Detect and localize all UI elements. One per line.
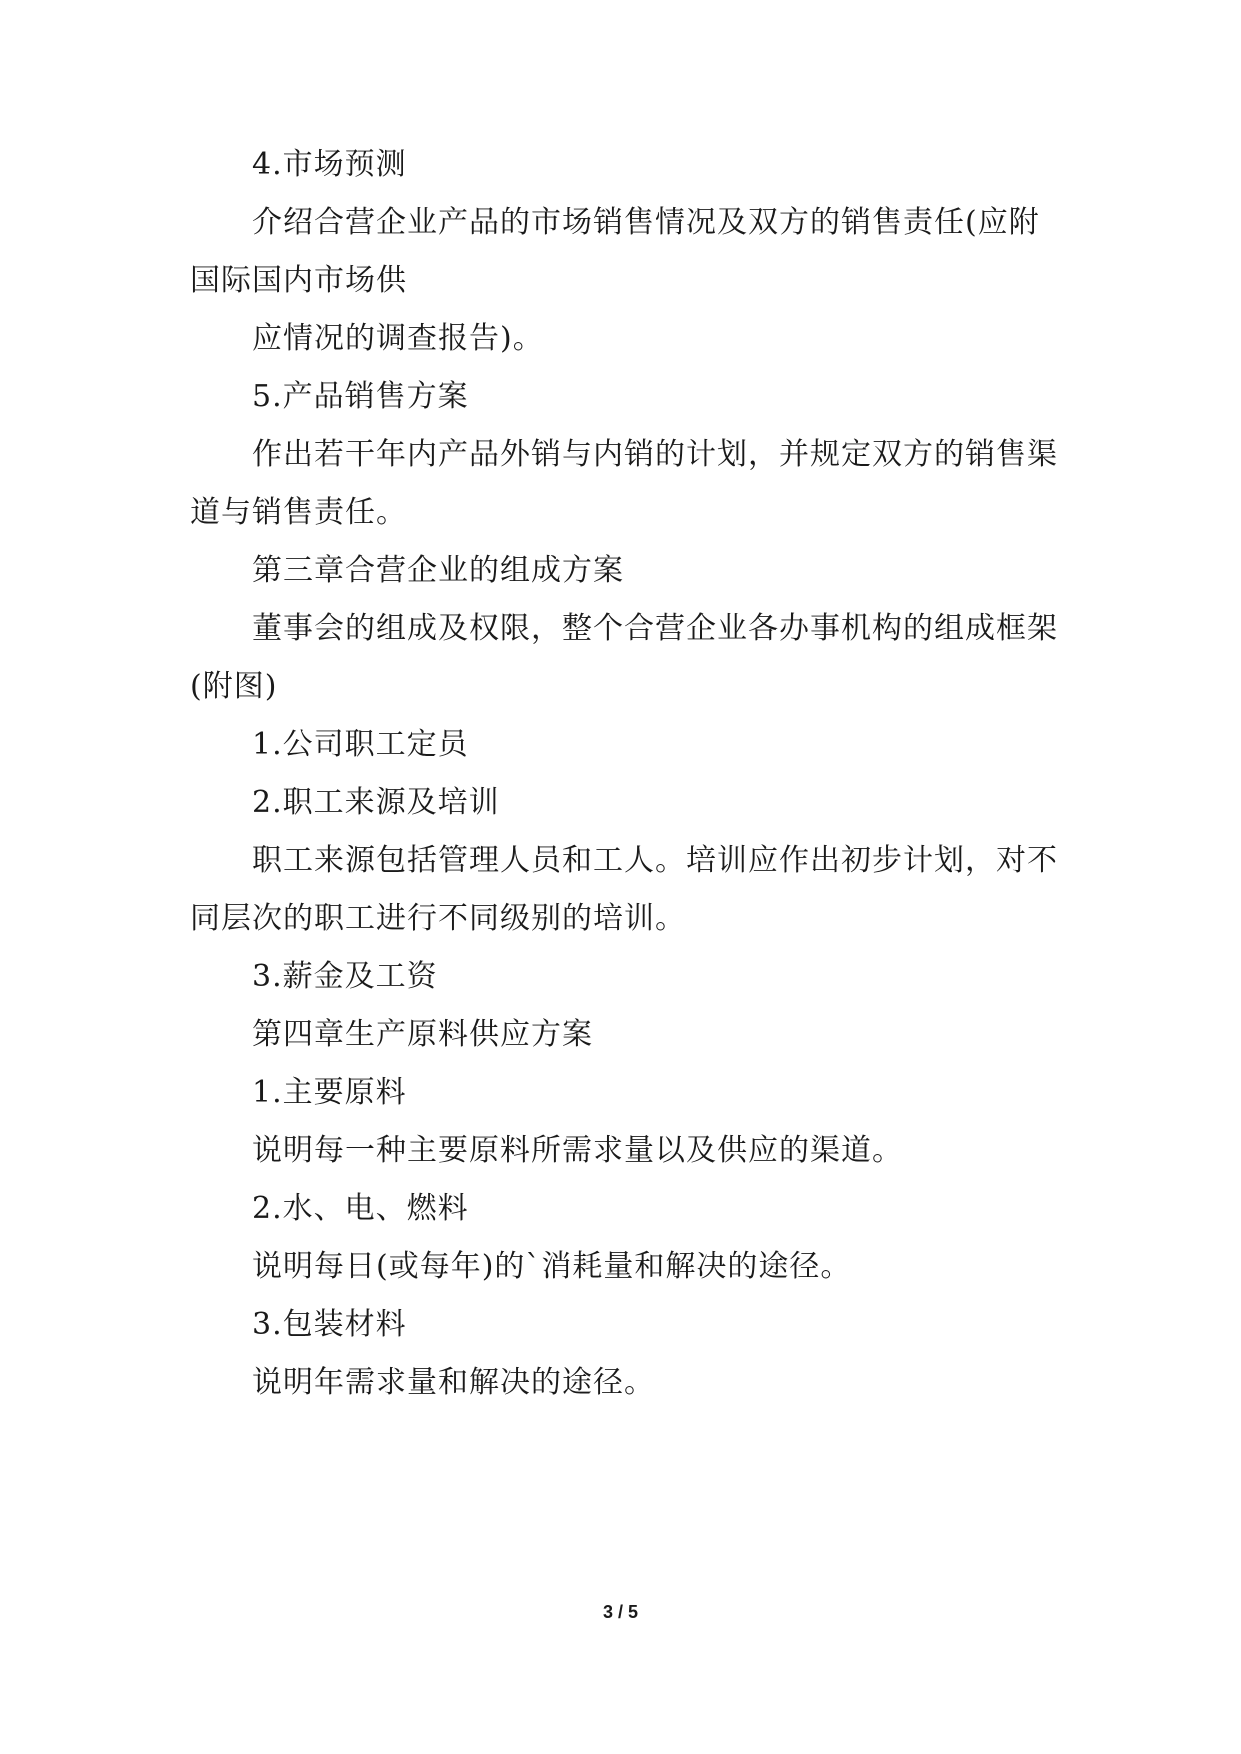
heading-main-materials: 1.主要原料 xyxy=(252,1075,407,1110)
paragraph-line: 说明每日(或每年)的`消耗量和解决的途径。 xyxy=(252,1249,852,1284)
heading-salary: 3.薪金及工资 xyxy=(252,959,438,994)
heading-utilities: 2.水、电、燃料 xyxy=(252,1191,469,1226)
heading-packaging: 3.包装材料 xyxy=(252,1307,407,1342)
page-number: 3 / 5 xyxy=(602,1602,639,1622)
paragraph-line: 应情况的调查报告)。 xyxy=(252,321,544,356)
paragraph-line: 同层次的职工进行不同级别的培训。 xyxy=(190,901,686,936)
paragraph-line: 职工来源包括管理人员和工人。培训应作出初步计划，对不 xyxy=(252,843,1058,878)
paragraph-line: 介绍合营企业产品的市场销售情况及双方的销售责任(应附 xyxy=(252,205,1040,240)
chapter-heading: 第三章合营企业的组成方案 xyxy=(252,553,624,588)
paragraph-line: 国际国内市场供 xyxy=(190,263,407,298)
chapter-heading: 第四章生产原料供应方案 xyxy=(252,1017,593,1052)
paragraph-line: 董事会的组成及权限，整个合营企业各办事机构的组成框架 xyxy=(252,611,1058,646)
heading-staff-source-training: 2.职工来源及培训 xyxy=(252,785,500,820)
heading-staffing: 1.公司职工定员 xyxy=(252,727,469,762)
paragraph-line: 作出若干年内产品外销与内销的计划，并规定双方的销售渠 xyxy=(252,437,1058,472)
paragraph-line: 道与销售责任。 xyxy=(190,495,407,530)
paragraph-line: 说明每一种主要原料所需求量以及供应的渠道。 xyxy=(252,1133,903,1168)
paragraph-line: 说明年需求量和解决的途径。 xyxy=(252,1365,655,1400)
heading-sales-plan: 5.产品销售方案 xyxy=(252,379,469,414)
heading-market-forecast: 4.市场预测 xyxy=(252,147,407,182)
paragraph-line: (附图) xyxy=(190,669,278,704)
